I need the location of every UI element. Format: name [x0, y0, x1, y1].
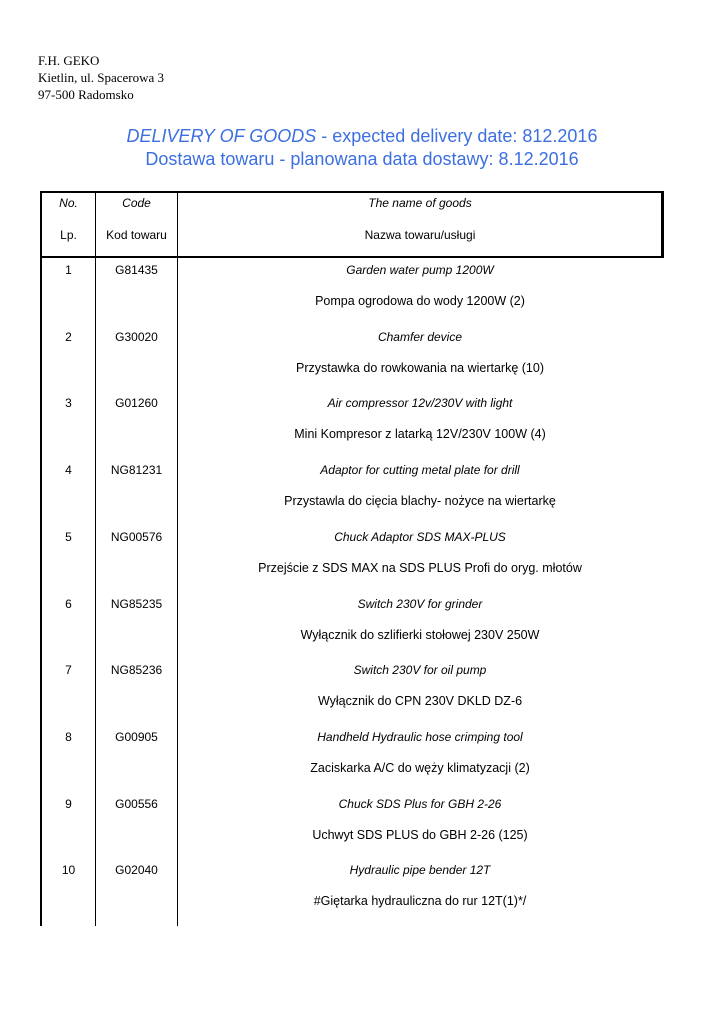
title-english — [0, 125, 724, 147]
title-english-prefix: DELIVERY OF GOODS — [126, 126, 317, 146]
header-lp: Lp. — [60, 228, 77, 242]
row-name-polish: Przystawla do cięcia blachy- nożyce na wiertarkę — [284, 494, 556, 508]
row-name-polish: Przystawka do rowkowania na wiertarkę (10) — [295, 361, 545, 375]
row-name-polish: #Giętarka hydrauliczna do rur 12T(1)*/ — [313, 894, 527, 908]
company-address-line1: Kietlin, ul. Spacerowa 3 — [38, 70, 164, 85]
row-name-english: Switch 230V for oil pump — [353, 663, 487, 677]
table-column-divider-1 — [95, 191, 96, 926]
row-name-english: Hydraulic pipe bender 12T — [349, 863, 491, 877]
row-code: NG85235 — [110, 597, 163, 611]
row-name-polish: Przejście z SDS MAX na SDS PLUS Profi do oryg. młotów — [258, 561, 582, 575]
table-header-right-border — [662, 191, 664, 258]
row-name-english: Air compressor 12v/230V with light — [327, 396, 513, 410]
row-name-polish: Zaciskarka A/C do węży klimatyzacji (2) — [310, 761, 530, 775]
row-code: G81435 — [115, 263, 158, 277]
row-code: NG81231 — [110, 463, 163, 477]
row-name-polish: Wyłącznik do CPN 230V DKLD DZ-6 — [317, 694, 523, 708]
header-nazwa-towaru: Nazwa towaru/usługi — [364, 228, 476, 242]
title-polish: Dostawa towaru - planowana data dostawy: 8.12.2016 — [145, 149, 579, 169]
row-number: 9 — [65, 797, 72, 811]
row-name-english: Switch 230V for grinder — [357, 597, 483, 611]
row-name-english: Chuck SDS Plus for GBH 2-26 — [338, 797, 502, 811]
row-code: G00556 — [115, 797, 158, 811]
title-english-suffix: - expected delivery date: 812.2016 — [316, 126, 598, 146]
row-number: 3 — [65, 396, 72, 410]
row-name-english: Handheld Hydraulic hose crimping tool — [317, 730, 523, 744]
table-left-border — [40, 191, 42, 926]
row-code: G02040 — [115, 863, 158, 877]
company-address-block — [38, 52, 164, 103]
row-number: 2 — [65, 330, 72, 344]
header-name: The name of goods — [368, 196, 472, 210]
company-name: F.H. GEKO — [38, 53, 100, 68]
row-number: 8 — [65, 730, 72, 744]
row-code: G30020 — [115, 330, 158, 344]
row-number: 6 — [65, 597, 72, 611]
header-no: No. — [59, 196, 78, 210]
row-number: 10 — [61, 863, 76, 877]
row-code: NG00576 — [110, 530, 163, 544]
row-name-polish: Mini Kompresor z latarką 12V/230V 100W (4) — [294, 427, 546, 441]
row-code: G01260 — [115, 396, 158, 410]
company-address-line2: 97-500 Radomsko — [38, 87, 134, 102]
header-kod-towaru: Kod towaru — [106, 228, 167, 242]
row-name-polish: Pompa ogrodowa do wody 1200W (2) — [315, 294, 525, 308]
row-name-polish: Wyłącznik do szlifierki stołowej 230V 250W — [300, 628, 540, 642]
header-code: Code — [122, 196, 151, 210]
row-name-polish: Uchwyt SDS PLUS do GBH 2-26 (125) — [312, 828, 528, 842]
row-number: 5 — [65, 530, 72, 544]
row-number: 4 — [65, 463, 72, 477]
row-code: G00905 — [115, 730, 158, 744]
row-name-english: Garden water pump 1200W — [346, 263, 494, 277]
row-code: NG85236 — [110, 663, 163, 677]
row-name-english: Chuck Adaptor SDS MAX-PLUS — [334, 530, 506, 544]
row-name-english: Adaptor for cutting metal plate for drill — [320, 463, 520, 477]
row-number: 1 — [65, 263, 72, 277]
row-number: 7 — [65, 663, 72, 677]
row-name-english: Chamfer device — [377, 330, 463, 344]
